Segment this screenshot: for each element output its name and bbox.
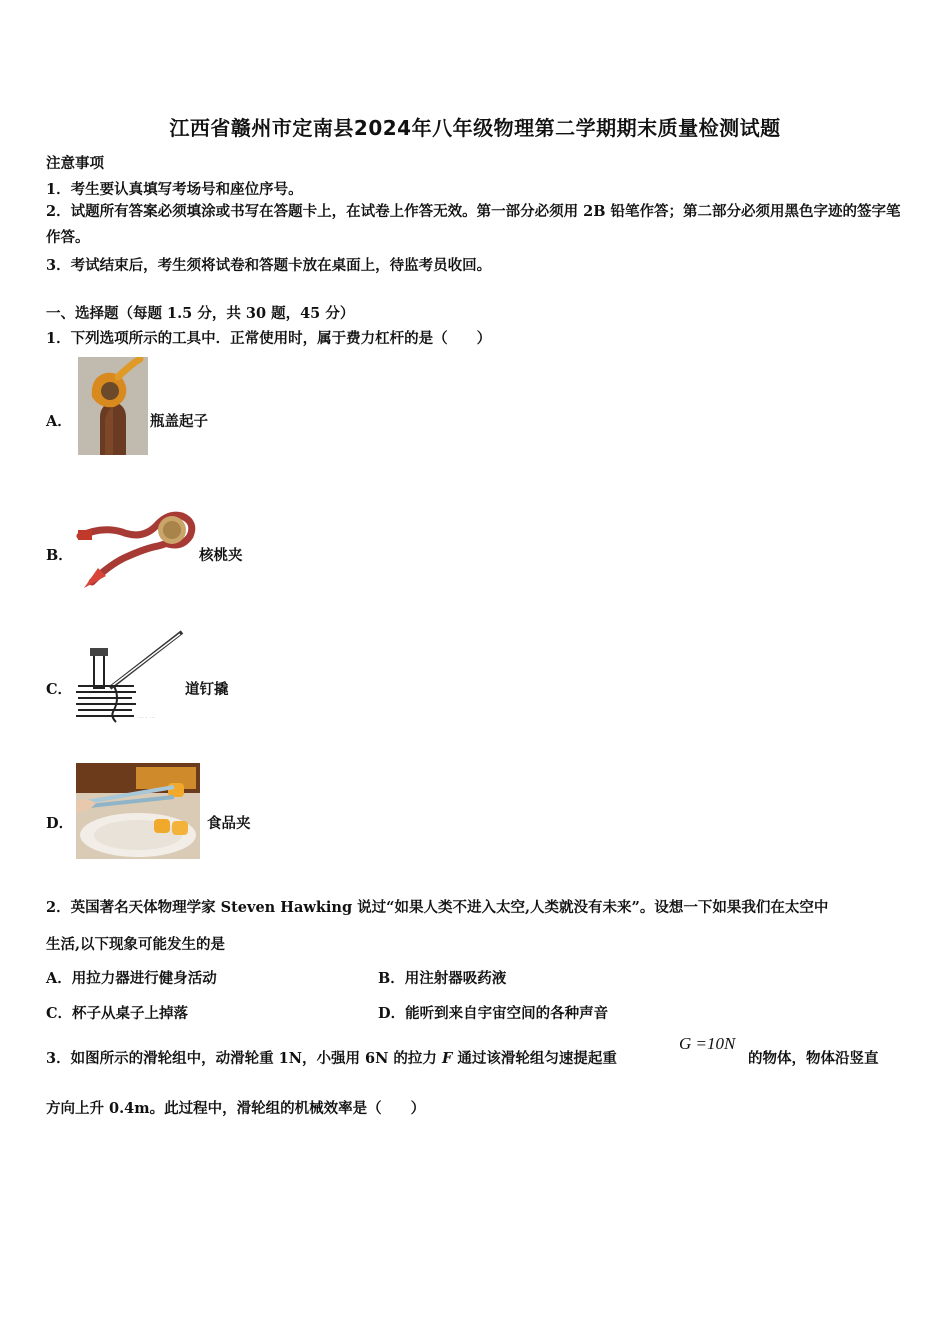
page-title: 江西省赣州市定南县2024年八年级物理第二学期期末质量检测试题 — [169, 116, 781, 140]
q2-option-b-label: B． — [378, 970, 405, 987]
q1-option-c-text: 道钉撬 — [185, 681, 229, 698]
q2-option-c-text: 杯子从桌子上掉落 — [72, 1005, 189, 1022]
q1-option-b-text: 核桃夹 — [199, 547, 243, 564]
svg-text:··· · ···: ··· · ··· — [138, 715, 156, 722]
q2-option-d-label: D． — [378, 1005, 406, 1022]
nutcracker-image — [72, 496, 200, 590]
notice-heading: 注意事项 — [46, 155, 104, 172]
q1-option-a-text: 瓶盖起子 — [150, 413, 208, 430]
q2-option-a-text: 用拉力器进行健身活动 — [71, 970, 217, 987]
notice-item-2: 2．试题所有答案必须填涂或书写在答题卡上，在试卷上作答无效。第一部分必须用 2B 铅笔作答；第二部分必须用黑色字迹的签字笔作答。 — [46, 203, 901, 246]
q2-option-d-text: 能听到来自宇宙空间的各种声音 — [405, 1005, 609, 1022]
q2-option-c-label: C． — [46, 1005, 73, 1022]
question-3-stem-line-1 — [46, 1047, 617, 1068]
q1-option-d-label: D． — [46, 815, 74, 832]
q3-stem-part3: 的物体，物体沿竖直 — [748, 1050, 879, 1067]
q3-force-symbol: F — [441, 1050, 453, 1067]
question-1-stem: 1．下列选项所示的工具中．正常使用时，属于费力杠杆的是（ ） — [46, 330, 492, 347]
q1-option-c-label: C． — [46, 681, 73, 698]
q2-option-b-text: 用注射器吸药液 — [404, 970, 507, 987]
q2-option-a-label: A． — [46, 970, 72, 987]
q2-option-d — [378, 1002, 608, 1023]
question-2-stem-line-2: 生活,以下现象可能发生的是 — [46, 936, 226, 953]
q2-option-a — [46, 967, 217, 988]
q3-stem-part1: 3．如图所示的滑轮组中，动滑轮重 1N，小强用 6N 的拉力 — [46, 1050, 442, 1067]
q1-option-d-text: 食品夹 — [207, 815, 251, 832]
q1-option-b-label: B． — [46, 547, 73, 564]
q2-option-c — [46, 1002, 188, 1023]
q3-stem-part2: 通过该滑轮组匀速提起重 — [452, 1050, 617, 1067]
q2-option-b — [378, 967, 506, 988]
q1-option-a-label: A． — [46, 413, 72, 430]
notice-item-3: 3．考试结束后，考生须将试卷和答题卡放在桌面上，待监考员收回。 — [46, 257, 492, 274]
q3-formula: G =10N — [679, 1034, 736, 1053]
food-tongs-image — [76, 763, 200, 859]
section-heading: 一、选择题（每题 1.5 分，共 30 题，45 分） — [46, 305, 355, 322]
question-2-stem-line-1: 2．英国著名天体物理学家 Steven Hawking 说过“如果人类不进入太空,人类就没有未来”。设想一下如果我们在太空中 — [46, 899, 829, 916]
rail-spike-lever-image — [74, 626, 186, 724]
question-3-stem-line-2: 方向上升 0.4m。此过程中，滑轮组的机械效率是（ ） — [46, 1100, 426, 1117]
notice-item-1: 1．考生要认真填写考场号和座位序号。 — [46, 181, 303, 198]
bottle-opener-image — [78, 357, 148, 455]
